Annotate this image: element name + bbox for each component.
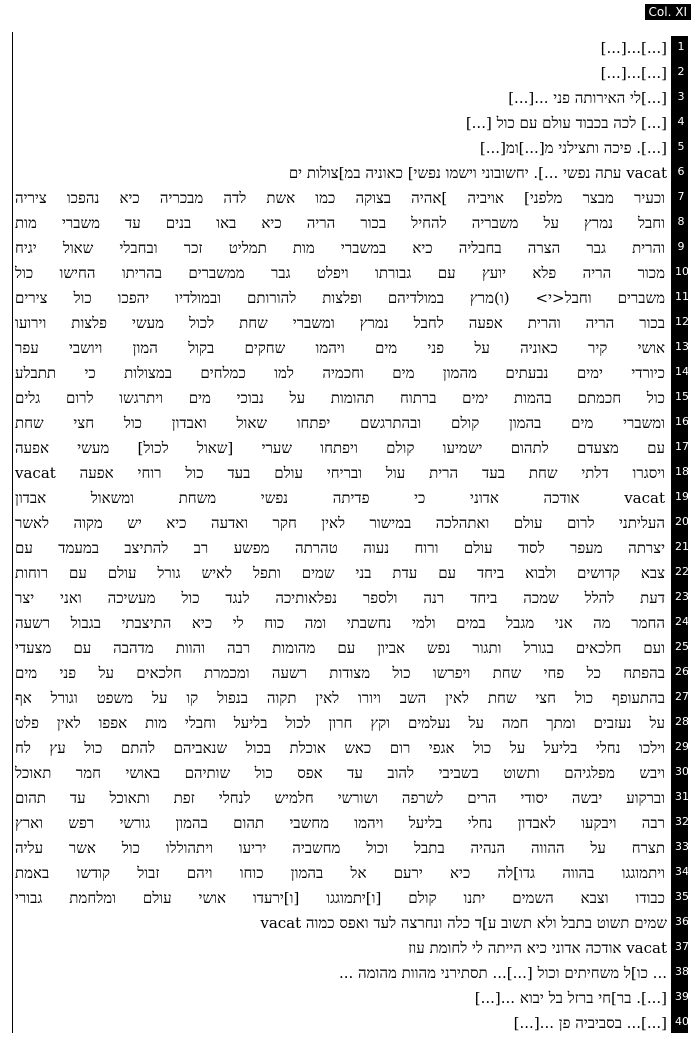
manuscript-line: [0, 636, 695, 661]
line-text: כיורדי ימים נבעתים מהמון מים וחכמיה למו כמלחים במצולות כי תתבלע: [15, 364, 665, 382]
manuscript-line: [0, 336, 695, 361]
line-number: 7: [677, 190, 685, 203]
line-text: עם מצעדם לתהום ישמיעו קולם ויפתחו שערי [שאול לכול] מעשי אפעה: [15, 439, 665, 457]
line-number: 14: [675, 365, 689, 378]
line-text: vacat אודכה אדוני כיא הייתה לי לחומת עוז: [408, 939, 667, 957]
manuscript-line: [0, 261, 695, 286]
manuscript-line: [0, 736, 695, 761]
line-text: [...]...[...]: [600, 64, 667, 82]
line-text: vacat עתה נפשי ...]. יחשובוני וישמו נפשי] כאוניה במ]צולות ים: [288, 164, 667, 182]
manuscript-line: [0, 136, 695, 161]
manuscript-line: [0, 861, 695, 886]
line-text: וכעיר מבצר מלפני] אויביה ]אהיה בצוקה כמו אשת לדה מבכריה כיא נהפכו ציריה: [15, 189, 665, 207]
line-number: 24: [675, 615, 689, 628]
line-number: 29: [675, 740, 689, 753]
line-text: כבודו וצבא השמים יתנו קולם [ו]יתמוגגו [ו]ירעדו אושי עולם ומלחמת גבורי: [15, 889, 665, 907]
manuscript-line: [0, 936, 695, 961]
line-text: רבה ויבקעו לאבדון נחלי בליעל ויהמו מחשבי תהום בהמון גורשי רפש וארץ: [15, 814, 665, 832]
line-number: 17: [675, 440, 689, 453]
manuscript-line: [0, 311, 695, 336]
manuscript-line: [0, 811, 695, 836]
line-text: ויבש מפלגיהם ותשוט בשביבי להוב עד אפס כול שותיהם באושי חמר תאוכל: [15, 764, 665, 782]
line-number: 1: [677, 40, 685, 53]
line-text: על נעזבים ומתך חמה על נעלמים וקץ חרון לכול בליעל וחבלי מות אפפו לאין פלט: [15, 714, 665, 732]
line-number: 8: [677, 215, 685, 228]
line-number: 28: [675, 715, 689, 728]
manuscript-line: [0, 961, 695, 986]
line-text: בכור הריה והרית אפעה לחבל נמרץ ומשברי שחת לכול מעשי פלצות וירועו: [15, 314, 665, 332]
line-number: 9: [677, 240, 685, 253]
line-number: 37: [675, 940, 689, 953]
manuscript-line: [0, 536, 695, 561]
line-text: החמר מה אני מגבל במים ולמי נחשבתי ומה כוח לי כיא התיצבתי בגבול רשעה: [15, 614, 665, 632]
line-text: כול חכמתם בהמות ימים ברתוח תהומות על נבוכי מים ויתרגשו לרום גלים: [15, 389, 665, 407]
manuscript-line: [0, 186, 695, 211]
line-number: 19: [675, 490, 689, 503]
line-text: והרית גבר הצרה בחבליה כיא במשברי מות תמליט זכר ובחבלי שאול יגיח: [15, 239, 665, 257]
column-label: Col. XI: [645, 4, 691, 20]
line-text: שמים תשוט בתבל ולא תשוב ע]ד כלה ונחרצה לעד ואפס כמוה vacat: [260, 914, 667, 932]
manuscript-line: [0, 836, 695, 861]
line-text: העליתני לרום עולם ואתהלכה במישור לאין חקר ואדעה כיא יש מקוה לאשר: [15, 514, 665, 532]
line-text: מכור הריה פלא יועץ עם גבורתו ויפלט גבר ממשברים בהריתו החישו כול: [15, 264, 665, 282]
line-number: 25: [675, 640, 689, 653]
line-text: וילכו נחלי בליעל על כול אגפי רום כאש אוכלת בכול שנאביהם להתם כול עץ לח: [15, 739, 665, 757]
line-number: 33: [675, 840, 689, 853]
manuscript-line: [0, 411, 695, 436]
line-text: בהתעופף כול חצי שחת לאין השב ויורו לאין תקוה בנפול קו על משפט וגורל אף: [15, 689, 665, 707]
manuscript-line: [0, 561, 695, 586]
line-text: יצרתה מעפר לסוד עולם ורוח נעוה טהרתה מפשע רב להתיצב במעמד עם: [15, 539, 665, 557]
line-number: 18: [675, 465, 689, 478]
line-text: ומשברי מים בהמון קולם ובהתרגשם יפתחו שאול ואבדון כול חצי שחת: [15, 414, 665, 432]
line-number: 4: [677, 115, 685, 128]
manuscript-line: [0, 236, 695, 261]
line-text: [...]...[...]: [600, 39, 667, 57]
line-number: 34: [675, 865, 689, 878]
line-text: וחבל נמרץ על משבריה להחיל בכור הריה כיא באו בנים עד משברי מות: [15, 214, 665, 232]
line-number: 26: [675, 665, 689, 678]
line-number: 39: [675, 990, 689, 1003]
line-text: דעת להלל שמכה ביחד רנה ולספר נפלאותיכה לנגד כול מעשיכה ואני יצר: [15, 589, 665, 607]
manuscript-line: [0, 286, 695, 311]
line-number: 3: [677, 90, 685, 103]
line-text: [...] לכה בכבוד עולם עם כול [...]: [465, 114, 667, 132]
manuscript-line: [0, 911, 695, 936]
line-number: 10: [675, 265, 689, 278]
manuscript-line: [0, 686, 695, 711]
manuscript-line: [0, 661, 695, 686]
manuscript-line: [0, 386, 695, 411]
manuscript-line: [0, 986, 695, 1011]
line-number: 15: [675, 390, 689, 403]
manuscript-line: [0, 61, 695, 86]
line-number: 6: [677, 165, 685, 178]
line-text: [...]. בר]חי ברזל בל יבוא ...[...]: [474, 989, 667, 1007]
manuscript-line: [0, 111, 695, 136]
line-text: צבא קדושים ולבוא ביחד עם עדת בני שמים ותפל לאיש גורל עולם עם רוחות: [15, 564, 665, 582]
line-text: ... כו]ל משחיתים וכול [...]... תסתירני מהוות מהומה ...: [338, 964, 667, 982]
manuscript-line: [0, 1011, 695, 1036]
line-number: 23: [675, 590, 689, 603]
line-text: בהפתח כל פחי שחת ויפרשו כול מצודות רשעה ומכמרת חלכאים על פני מים: [15, 664, 665, 682]
line-text: ויתמוגגו בהווה גדו]לה כיא ירעם אל בהמון כוחו ויהם זבול קודשו באמת: [15, 864, 665, 882]
line-text: [...]. פיכה ותצילני מ[...]ומ[...]: [479, 139, 667, 157]
line-number: 13: [675, 340, 689, 353]
manuscript-line: [0, 886, 695, 911]
line-number: 2: [677, 65, 685, 78]
manuscript-line: [0, 161, 695, 186]
line-number: 22: [675, 565, 689, 578]
manuscript-line: [0, 361, 695, 386]
line-number: 30: [675, 765, 689, 778]
line-text: [...]לי האירותה פני ...[...]: [508, 89, 667, 107]
line-number: 12: [675, 315, 689, 328]
line-number: 5: [677, 140, 685, 153]
line-text: וברקוע יבשה יסודי הרים לשרפה ושורשי חלמיש לנחלי זפת ותאוכל עד תהום: [15, 789, 665, 807]
manuscript-line: [0, 486, 695, 511]
manuscript-line: [0, 761, 695, 786]
manuscript-line: [0, 436, 695, 461]
line-text: ועם חלכאים בגורל ותגור נפש אביון עם מהומות רבה והוות מדהבה עם מצעדי: [15, 639, 665, 657]
line-number: 31: [675, 790, 689, 803]
manuscript-line: [0, 586, 695, 611]
line-number: 21: [675, 540, 689, 553]
line-number: 16: [675, 415, 689, 428]
manuscript-line: [0, 211, 695, 236]
line-number: 27: [675, 690, 689, 703]
line-number: 11: [675, 290, 689, 303]
line-number: 38: [675, 965, 689, 978]
line-text: ויסגרו דלתי שחת בעד הרית עול ובריחי עולם בעד כול רוחי אפעה vacat: [15, 464, 665, 482]
manuscript-line: [0, 711, 695, 736]
line-text: [...]... בסביביה פן ...[...]: [513, 1014, 667, 1032]
manuscript-line: [0, 611, 695, 636]
line-number: 40: [675, 1015, 689, 1028]
line-text: vacat אודכה אדוני כי פדיתה נפשי משחת ומשאול אבדון: [15, 489, 665, 507]
line-number: 20: [675, 515, 689, 528]
manuscript-line: [0, 461, 695, 486]
line-text: אושי קיר כאוניה על פני מים ויהמו שחקים בקול המון ויושבי עפר: [15, 339, 665, 357]
line-number: 35: [675, 890, 689, 903]
line-number: 32: [675, 815, 689, 828]
line-text: תצרח על ההווה הנהיה בתבל וכול מחשביה יריעו ויתהוללו כול אשר עליה: [15, 839, 665, 857]
manuscript-line: [0, 36, 695, 61]
manuscript-line: [0, 786, 695, 811]
line-number: 36: [675, 915, 689, 928]
line-text: משברים וחבל<י> (ו)מרץ במולדיהם ופלצות להורותם ובמולדיו יהפכו כול צירים: [15, 289, 665, 307]
manuscript-line: [0, 511, 695, 536]
manuscript-column: [0, 36, 695, 1036]
manuscript-line: [0, 86, 695, 111]
